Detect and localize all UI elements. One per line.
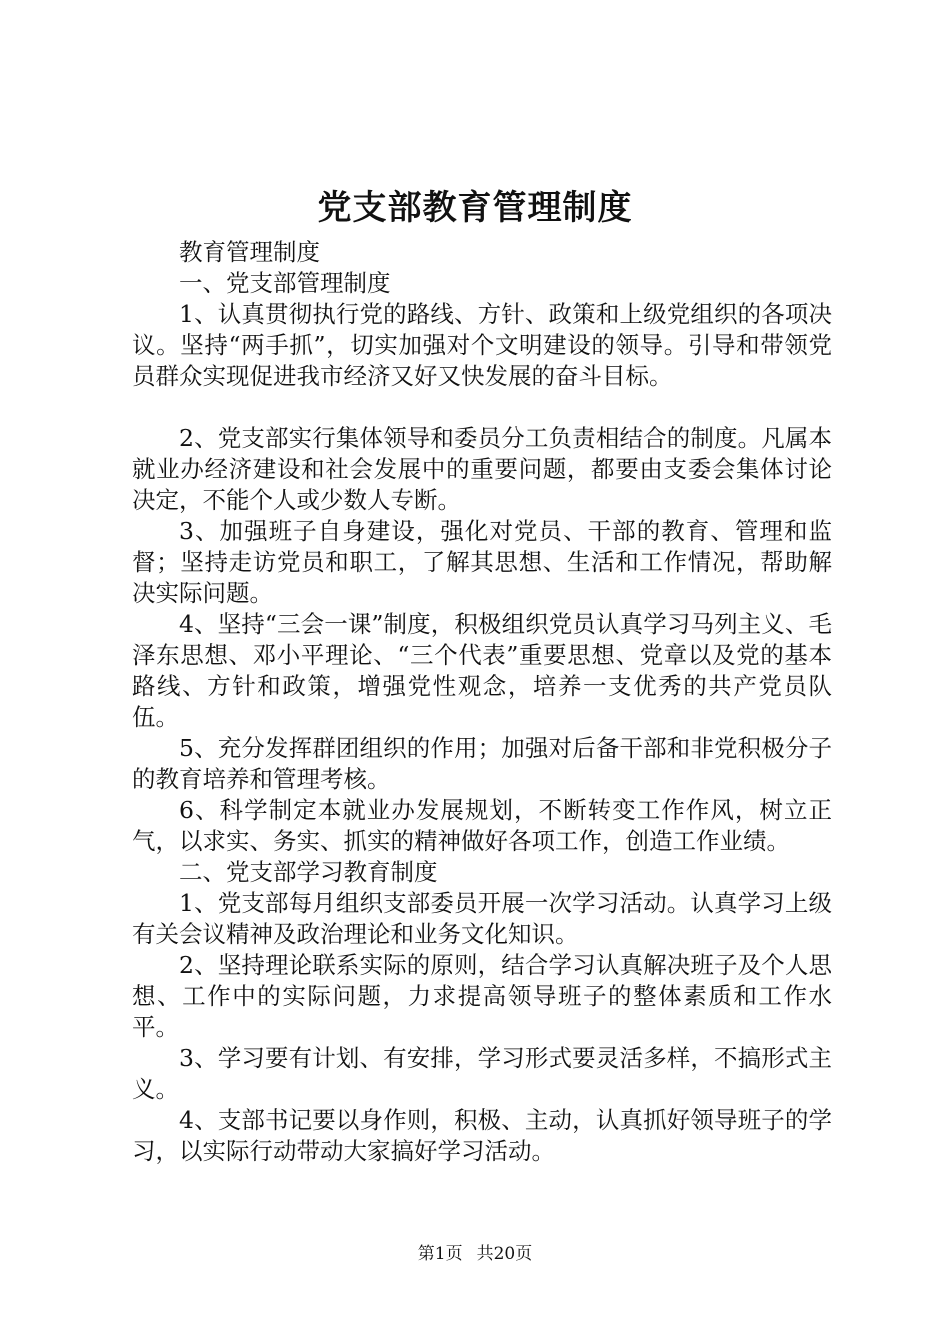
page-footer [0, 1242, 950, 1266]
paragraph: 4、坚持“三会一课”制度，积极组织党员认真学习马列主义、毛泽东思想、邓小平理论、“三个代表”重要思想、党章以及党的基本路线、方针和政策，增强党性观念，培养一支优秀的共产党员队伍。 [132, 610, 832, 731]
paragraph: 3、加强班子自身建设，强化对党员、干部的教育、管理和监督；坚持走访党员和职工，了解其思想、生活和工作情况，帮助解决实际问题。 [132, 517, 832, 607]
document-body [132, 237, 832, 1167]
paragraph: 3、学习要有计划、有安排，学习形式要灵活多样，不搞形式主义。 [132, 1044, 832, 1103]
page-number-current: 第1页 [417, 1244, 463, 1264]
paragraph: 2、坚持理论联系实际的原则，结合学习认真解决班子及个人思想、工作中的实际问题，力求提高领导班子的整体素质和工作水平。 [132, 951, 832, 1041]
page-number-total: 共20页 [476, 1244, 533, 1264]
paragraph-subtitle: 教育管理制度 [179, 238, 320, 266]
paragraph: 1、认真贯彻执行党的路线、方针、政策和上级党组织的各项决议。坚持“两手抓”，切实加强对个文明建设的领导。引导和带领党员群众实现促进我市经济又好又快发展的奋斗目标。 [132, 300, 832, 390]
document-title: 党支部教育管理制度 [317, 188, 633, 228]
paragraph: 2、党支部实行集体领导和委员分工负责相结合的制度。凡属本就业办经济建设和社会发展中的重要问题，都要由支委会集体讨论决定，不能个人或少数人专断。 [132, 424, 832, 514]
paragraph: 5、充分发挥群团组织的作用；加强对后备干部和非党积极分子的教育培养和管理考核。 [132, 734, 832, 793]
section-heading-2: 二、党支部学习教育制度 [179, 858, 438, 886]
paragraph: 4、支部书记要以身作则，积极、主动，认真抓好领导班子的学习，以实际行动带动大家搞好学习活动。 [132, 1106, 832, 1165]
paragraph: 6、科学制定本就业办发展规划，不断转变工作作风，树立正气，以求实、务实、抓实的精神做好各项工作，创造工作业绩。 [132, 796, 832, 855]
paragraph: 1、党支部每月组织支部委员开展一次学习活动。认真学习上级有关会议精神及政治理论和业务文化知识。 [132, 889, 832, 948]
section-heading-1: 一、党支部管理制度 [179, 269, 391, 297]
